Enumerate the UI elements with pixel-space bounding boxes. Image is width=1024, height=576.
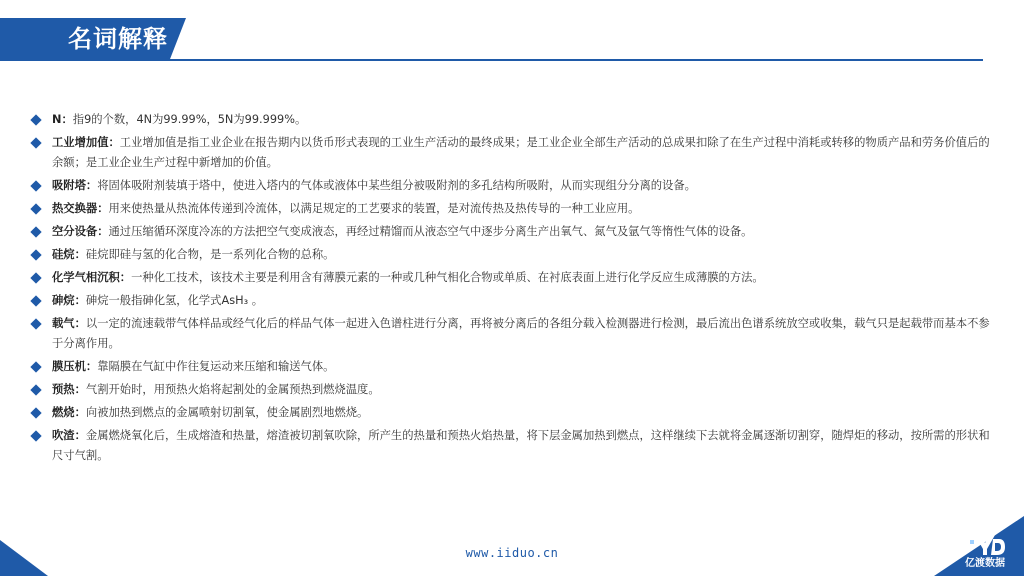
glossary-term: 吹渣： <box>52 429 86 442</box>
diamond-bullet-icon <box>30 203 41 214</box>
diamond-bullet-icon <box>30 407 41 418</box>
glossary-definition: 用来使热量从热流体传递到冷流体，以满足规定的工艺要求的装置，是对流传热及热传导的一种工业应用。 <box>108 202 640 215</box>
list-item <box>30 357 995 377</box>
company-logo <box>956 531 1014 570</box>
diamond-bullet-icon <box>30 430 41 441</box>
logo-text: 亿渡数据 <box>965 558 1005 569</box>
diamond-bullet-icon <box>30 180 41 191</box>
list-item <box>30 245 995 265</box>
glossary-definition: 硅烷即硅与氢的化合物，是一系列化合物的总称。 <box>85 248 335 261</box>
page-title: 名词解释 <box>68 25 168 53</box>
logo-mark-icon <box>963 531 1007 557</box>
diamond-bullet-icon <box>30 272 41 283</box>
diamond-bullet-icon <box>30 318 41 329</box>
glossary-definition: 以一定的流速载带气体样品或经气化后的样品气体一起进入色谱柱进行分离，再将被分离后的各组分载入检测器进行检测，最后流出色谱系统放空或收集，载气只是起载带而基本不参于分离作用。 <box>52 317 990 350</box>
list-item <box>30 222 995 242</box>
footer-url: www.iiduo.cn <box>465 546 559 560</box>
glossary-term: 空分设备： <box>52 225 109 238</box>
list-item <box>30 426 995 466</box>
glossary-term: 载气： <box>52 317 86 330</box>
glossary-term: 膜压机： <box>52 360 98 373</box>
list-item <box>30 380 995 400</box>
glossary-definition: 砷烷一般指砷化氢，化学式AsH₃ 。 <box>85 294 263 307</box>
diamond-bullet-icon <box>30 137 41 148</box>
list-item <box>30 133 995 173</box>
glossary-term: 预热： <box>52 383 86 396</box>
list-item <box>30 268 995 288</box>
glossary-definition: 靠隔膜在气缸中作往复运动来压缩和输送气体。 <box>97 360 335 373</box>
glossary-term: 砷烷： <box>52 294 86 307</box>
diamond-bullet-icon <box>30 361 41 372</box>
glossary-term: 燃烧： <box>52 406 86 419</box>
title-underline <box>0 59 983 61</box>
diamond-bullet-icon <box>30 249 41 260</box>
glossary-term: 吸附塔： <box>52 179 98 192</box>
diamond-bullet-icon <box>30 114 41 125</box>
glossary-definition: 金属燃烧氧化后，生成熔渣和热量，熔渣被切割氧吹除，所产生的热量和预热火焰热量，将下层金属加热到燃点，这样继续下去就将金属逐渐切割穿，随焊炬的移动，按所需的形状和尺寸气割。 <box>52 429 990 462</box>
glossary-list <box>30 110 995 469</box>
glossary-term: N： <box>52 113 73 126</box>
list-item <box>30 176 995 196</box>
glossary-definition: 一种化工技术，该技术主要是利用含有薄膜元素的一种或几种气相化合物或单质、在衬底表面上进行化学反应生成薄膜的方法。 <box>131 271 764 284</box>
glossary-definition: 指9的个数，4N为99.99%，5N为99.999%。 <box>72 113 307 126</box>
glossary-term: 热交换器： <box>52 202 109 215</box>
glossary-definition: 通过压缩循环深度冷冻的方法把空气变成液态，再经过精馏而从液态空气中逐步分离生产出氧气、氮气及氩气等惰性气体的设备。 <box>108 225 753 238</box>
glossary-term: 工业增加值： <box>52 136 120 149</box>
diamond-bullet-icon <box>30 384 41 395</box>
glossary-definition: 工业增加值是指工业企业在报告期内以货币形式表现的工业生产活动的最终成果；是工业企业全部生产活动的总成果扣除了在生产过程中消耗或转移的物质产品和劳务价值后的余额；是工业企业生产过程中新增加的价值。 <box>52 136 990 169</box>
list-item <box>30 110 995 130</box>
list-item <box>30 199 995 219</box>
diamond-bullet-icon <box>30 295 41 306</box>
diamond-bullet-icon <box>30 226 41 237</box>
list-item <box>30 314 995 354</box>
list-item <box>30 403 995 423</box>
glossary-definition: 将固体吸附剂装填于塔中，使进入塔内的气体或液体中某些组分被吸附剂的多孔结构所吸附，从而实现组分分离的设备。 <box>97 179 696 192</box>
glossary-term: 硅烷： <box>52 248 86 261</box>
glossary-term: 化学气相沉积： <box>52 271 132 284</box>
glossary-definition: 向被加热到燃点的金属喷射切割氧，使金属剧烈地燃烧。 <box>85 406 369 419</box>
list-item <box>30 291 995 311</box>
glossary-definition: 气割开始时，用预热火焰将起割处的金属预热到燃烧温度。 <box>85 383 380 396</box>
